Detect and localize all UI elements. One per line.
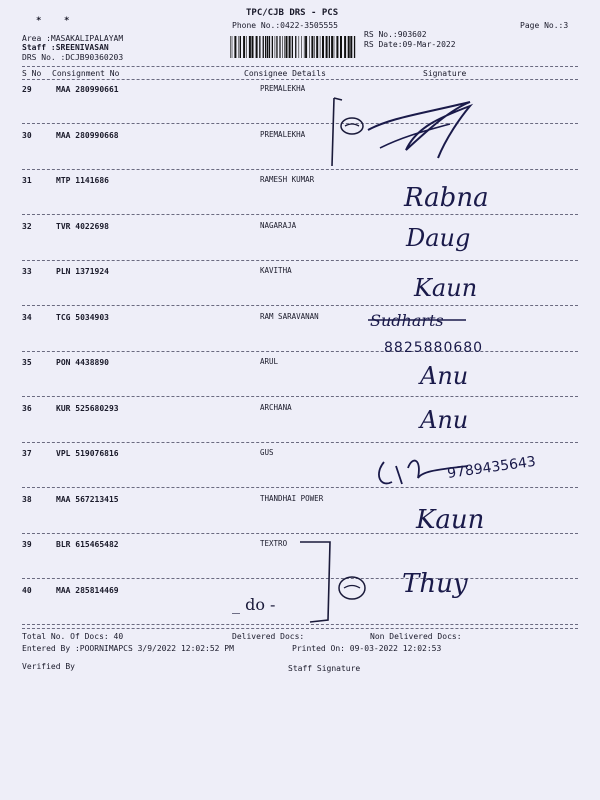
row-sno: 29 xyxy=(22,85,32,94)
row-sno: 35 xyxy=(22,358,32,367)
rs-number: RS No.:903602 xyxy=(364,30,427,39)
row-divider xyxy=(22,396,578,397)
row-divider xyxy=(22,260,578,261)
total-docs: Total No. Of Docs: 40 xyxy=(22,632,124,641)
signature-text: Daug xyxy=(406,224,471,252)
signature-text: Anu xyxy=(420,362,469,390)
row-consignment-no: TVR 4022698 xyxy=(56,221,109,231)
signature-35 xyxy=(416,358,536,394)
phone-number: Phone No.:0422-3505555 xyxy=(232,21,338,30)
row-sno: 33 xyxy=(22,267,32,276)
star-mark: * xyxy=(64,16,70,26)
row-sno: 39 xyxy=(22,540,32,549)
row-sno: 40 xyxy=(22,585,32,595)
signature-text: Kaun xyxy=(414,274,478,302)
row-consignment-no: MAA 280990661 xyxy=(56,85,119,94)
row-consignment-no: MTP 1141686 xyxy=(56,176,109,185)
printed-on: Printed On: 09-03-2022 12:02:53 xyxy=(292,644,442,653)
row-consignment-no: PLN 1371924 xyxy=(56,267,109,276)
signature-text: Anu xyxy=(420,406,469,434)
row-sno: 37 xyxy=(22,449,32,458)
row-sno: 36 xyxy=(22,403,32,413)
signature-text: Kaun xyxy=(416,505,485,535)
row-consignment-no: VPL 519076816 xyxy=(56,449,119,458)
staff-signature: Staff Signature xyxy=(288,664,361,673)
page-number: Page No.:3 xyxy=(520,21,569,30)
row-consignment-no: BLR 615465482 xyxy=(56,540,119,549)
signature-text: Sudharts xyxy=(370,311,444,330)
entered-by: Entered By :POORNIMAPCS 3/9/2022 12:02:52 PM xyxy=(22,644,234,653)
signature-34 xyxy=(366,306,526,360)
column-header-signature: Signature xyxy=(423,69,467,78)
row-consignee: GUS xyxy=(260,448,274,457)
divider xyxy=(22,66,578,67)
row-consignee: RAMESH KUMAR xyxy=(260,175,315,184)
ditto-mark: _ do - xyxy=(232,595,276,614)
signature-text: Rabna xyxy=(404,183,489,213)
row-consignment-no: PON 4438890 xyxy=(56,358,109,367)
row-consignment-no: MAA 280990668 xyxy=(56,130,119,140)
divider xyxy=(22,79,578,80)
row-consignee: NAGARAJA xyxy=(260,220,297,230)
signature-31 xyxy=(398,176,538,216)
row-consignee: ARUL xyxy=(260,357,279,366)
handwritten-phone: 8825880680 xyxy=(384,340,484,356)
row-consignment-no: MAA 567213415 xyxy=(56,494,119,504)
signature-37 xyxy=(372,448,572,498)
row-divider xyxy=(22,442,578,443)
row-sno: 38 xyxy=(22,494,32,504)
signature-bracket-39-40 xyxy=(230,536,520,626)
signature-33 xyxy=(410,266,550,306)
star-mark: * xyxy=(36,16,42,26)
signature-text: Thuy xyxy=(402,569,468,599)
row-consignee: PREMALEKHA xyxy=(260,84,306,93)
row-sno: 31 xyxy=(22,176,32,185)
non-delivered-docs: Non Delivered Docs: xyxy=(370,632,462,641)
column-header-sno: S No xyxy=(22,69,42,78)
drs-number: DRS No. :DCJB90360203 xyxy=(22,53,124,62)
row-sno: 30 xyxy=(22,130,32,140)
staff-label: Staff :SREENIVASAN xyxy=(22,43,109,52)
row-consignee: TEXTRO xyxy=(260,539,288,548)
column-header-consignee: Consignee Details xyxy=(244,69,326,78)
row-consignment-no: MAA 285814469 xyxy=(56,585,119,595)
row-consignee: THANDHAI POWER xyxy=(260,493,324,503)
signature-36 xyxy=(416,402,536,438)
row-sno: 34 xyxy=(22,312,32,322)
row-consignee: ARCHANA xyxy=(260,402,292,412)
row-consignment-no: KUR 525680293 xyxy=(56,403,119,413)
row-consignee: KAVITHA xyxy=(260,266,292,275)
row-consignee: RAM SARAVANAN xyxy=(260,311,319,321)
row-consignment-no: TCG 5034903 xyxy=(56,312,109,322)
barcode-image xyxy=(230,36,356,58)
rs-date: RS Date:09-Mar-2022 xyxy=(364,40,456,49)
area-label: Area :MASAKALIPALAYAM xyxy=(22,34,124,43)
handwritten-phone: 9789435643 xyxy=(446,453,537,482)
signature-bracket-29-30 xyxy=(320,88,500,178)
row-consignee: PREMALEKHA xyxy=(260,129,306,139)
signature-38 xyxy=(412,498,532,538)
delivered-docs: Delivered Docs: xyxy=(232,632,305,641)
divider xyxy=(22,628,578,629)
document-title: TPC/CJB DRS - PCS xyxy=(246,8,339,18)
row-sno: 32 xyxy=(22,221,32,231)
signature-32 xyxy=(398,218,538,258)
verified-by: Verified By xyxy=(22,662,75,671)
column-header-consignment: Consignment No xyxy=(52,69,120,78)
